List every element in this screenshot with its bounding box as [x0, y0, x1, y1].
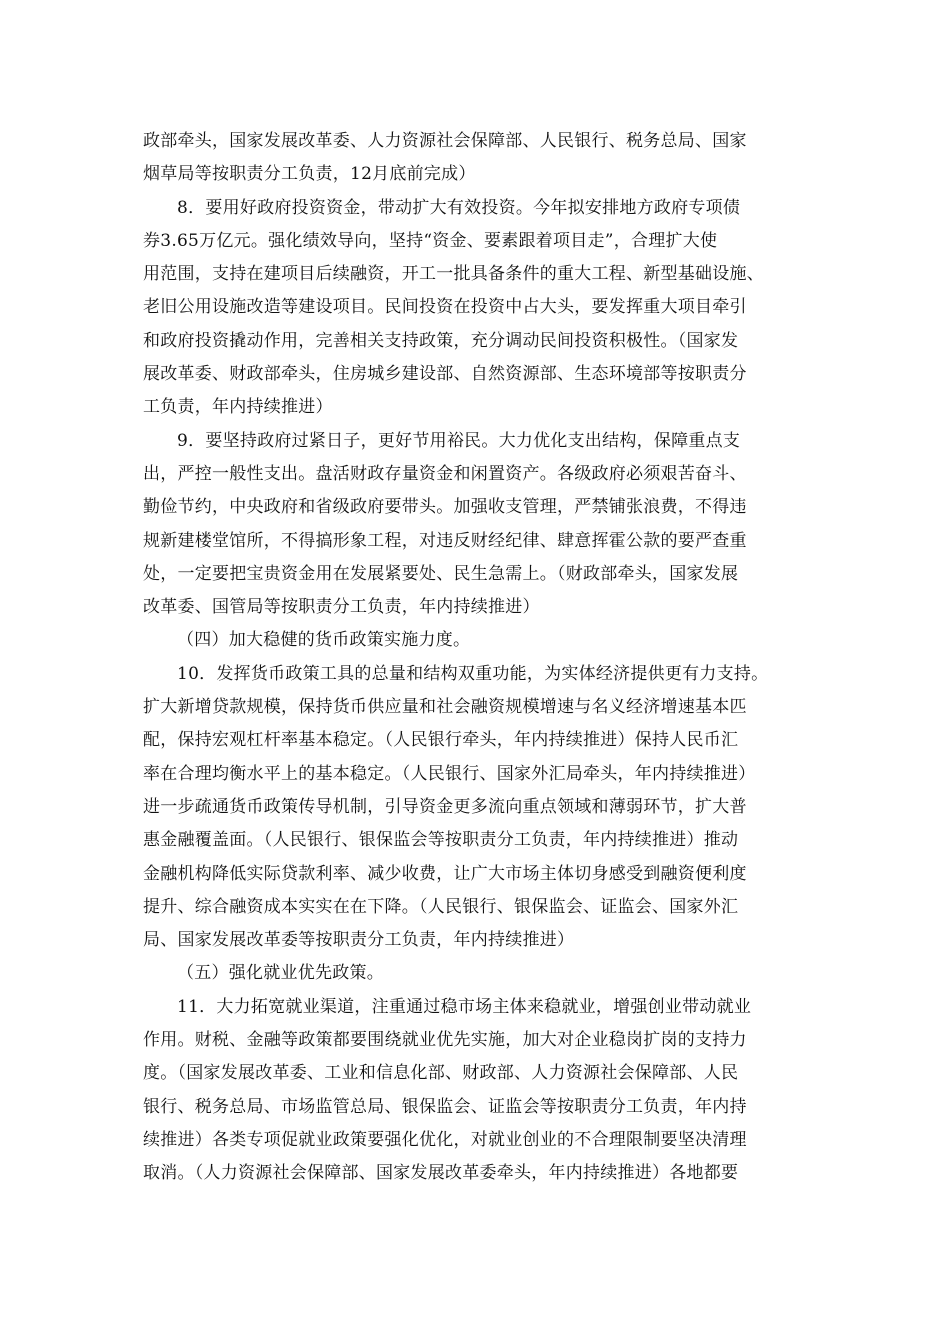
- text-line: 率在合理均衡水平上的基本稳定。（人民银行、国家外汇局牵头，年内持续推进）: [143, 763, 756, 784]
- text-line: 展改革委、财政部牵头，住房城乡建设部、自然资源部、生态环境部等按职责分: [143, 364, 747, 385]
- text-line: 出，严控一般性支出。盘活财政存量资金和闲置资产。各级政府必须艰苦奋斗、: [143, 463, 747, 484]
- text-line: （五）强化就业优先政策。: [177, 963, 384, 984]
- text-line: 续推进）各类专项促就业政策要强化优化，对就业创业的不合理限制要坚决清理: [143, 1129, 747, 1150]
- text-line: 处，一定要把宝贵资金用在发展紧要处、民生急需上。（财政部牵头，国家发展: [143, 563, 739, 584]
- text-line: 烟草局等按职责分工负责，12月底前完成）: [143, 164, 476, 185]
- text-line: 配，保持宏观杠杆率基本稳定。（人民银行牵头，年内持续推进）保持人民币汇: [143, 730, 739, 751]
- text-line: 取消。（人力资源社会保障部、国家发展改革委牵头，年内持续推进）各地都要: [143, 1163, 739, 1184]
- text-line: 8．要用好政府投资资金，带动扩大有效投资。今年拟安排地方政府专项债: [177, 197, 741, 218]
- text-line: 政部牵头，国家发展改革委、人力资源社会保障部、人民银行、税务总局、国家: [143, 131, 747, 151]
- text-line: 银行、税务总局、市场监管总局、银保监会、证监会等按职责分工负责，年内持: [143, 1096, 747, 1117]
- text-line: 10．发挥货币政策工具的总量和结构双重功能，为实体经济提供更有力支持。: [177, 663, 769, 684]
- text-line: 金融机构降低实际贷款利率、减少收费，让广大市场主体切身感受到融资便利度: [143, 863, 747, 884]
- text-line: 度。（国家发展改革委、工业和信息化部、财政部、人力资源社会保障部、人民: [143, 1063, 739, 1084]
- text-line: 扩大新增贷款规模，保持货币供应量和社会融资规模增速与名义经济增速基本匹: [143, 697, 747, 718]
- text-line: （四）加大稳健的货币政策实施力度。: [177, 630, 471, 651]
- text-line: 作用。财税、金融等政策都要围绕就业优先实施，加大对企业稳岗扩岗的支持力: [143, 1030, 747, 1051]
- text-line: 规新建楼堂馆所，不得搞形象工程，对违反财经纪律、肆意挥霍公款的要严查重: [143, 530, 747, 551]
- text-line: 进一步疏通货币政策传导机制，引导资金更多流向重点领域和薄弱环节，扩大普: [143, 796, 747, 817]
- text-line: 提升、综合融资成本实实在在下降。（人民银行、银保监会、证监会、国家外汇: [143, 896, 739, 917]
- text-line: 老旧公用设施改造等建设项目。民间投资在投资中占大头，要发挥重大项目牵引: [143, 297, 747, 318]
- text-line: 局、国家发展改革委等按职责分工负责，年内持续推进）: [143, 930, 575, 951]
- text-line: 勤俭节约，中央政府和省级政府要带头。加强收支管理，严禁铺张浪费，不得违: [143, 497, 747, 518]
- text-line: 改革委、国管局等按职责分工负责，年内持续推进）: [143, 597, 540, 618]
- text-line: 9．要坚持政府过紧日子，更好节用裕民。大力优化支出结构，保障重点支: [177, 430, 741, 451]
- text-line: 工负责，年内持续推进）: [143, 397, 333, 418]
- text-line: 券3.65万亿元。强化绩效导向，坚持“资金、要素跟着项目走”，合理扩大使: [143, 230, 718, 251]
- text-line: 和政府投资撬动作用，完善相关支持政策，充分调动民间投资积极性。（国家发: [143, 330, 739, 351]
- text-line: 11．大力拓宽就业渠道，注重通过稳市场主体来稳就业，增强创业带动就业: [177, 996, 752, 1017]
- text-line: 惠金融覆盖面。（人民银行、银保监会等按职责分工负责，年内持续推进）推动: [143, 830, 739, 851]
- text-line: 用范围，支持在建项目后续融资，开工一批具备条件的重大工程、新型基础设施、: [143, 264, 764, 285]
- document-body: [143, 125, 823, 1191]
